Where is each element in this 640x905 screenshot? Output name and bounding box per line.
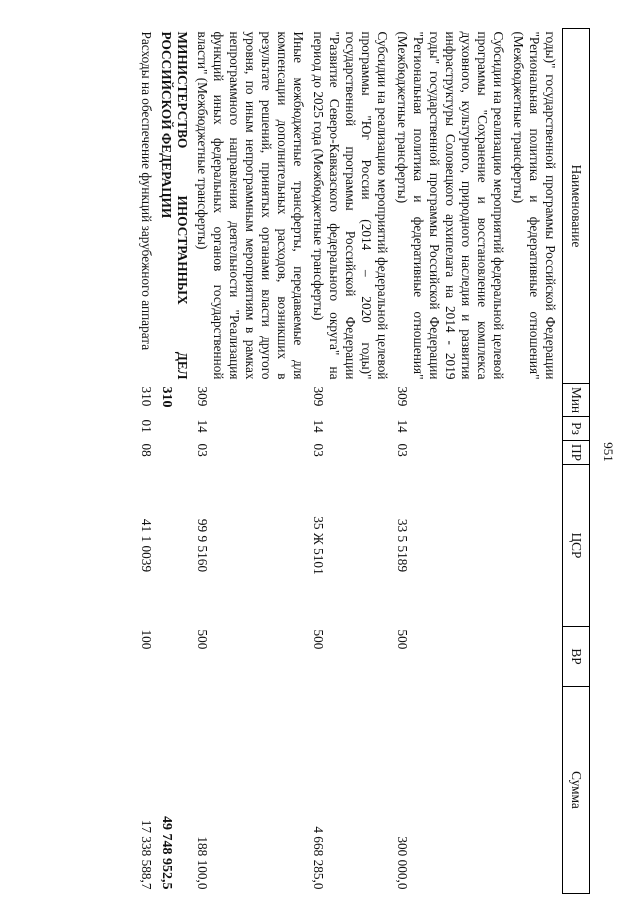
row-vr [158,627,194,687]
row-csr [158,465,194,627]
row-name: Субсидии на реализацию мероприятий федеральной целевой программы "Юг России (2014 – 2020 годы)" государственной программы Российской Федерации "Развитие Северо-Кавказского федерального округа" на период до 2025 года (Межбюджетные трансферты) [311,31,390,380]
budget-table [138,28,590,894]
row-name: Субсидии на реализацию мероприятий федеральной целевой программы "Сохранение и восстановление комплекса духовного, культурного, природного наследия и развития инфраструктуры Соловецкого архипелага на 2014 - 2019 годы" государственной программы Российской Федерации "Региональная политика и федеративные отношения" (Межбюджетные трансферты) [395,31,506,380]
row-sum [510,687,563,894]
row-min: 310 [139,386,154,407]
table-row [310,29,394,894]
row-sum: 49 748 952,5 [159,816,174,890]
row-min: 310 [159,386,174,408]
row-pr: 03 [395,443,410,457]
row-name: Расходы на обеспечение функций зарубежного аппарата [139,31,154,351]
row-rz: 14 [311,419,326,433]
row-csr [510,465,563,627]
row-vr: 500 [311,629,326,650]
row-name: годы)" государственной программы Российской Федерации "Региональная политика и федеративные отношения" (Межбюджетные трансферты) [511,31,558,380]
row-min [510,384,563,417]
row-vr: 500 [395,629,410,650]
row-min: 309 [311,386,326,407]
row-rz: 01 [139,419,154,433]
header-min: Мин [563,384,590,417]
row-pr: 03 [311,443,326,457]
table-row [510,29,563,894]
row-pr [510,441,563,465]
row-min: 309 [195,386,210,407]
header-rz: Рз [563,417,590,441]
row-csr: 33 5 5189 [395,518,410,573]
row-pr: 08 [139,443,154,457]
row-sum: 300 000,0 [395,836,410,890]
row-vr: 100 [139,629,154,650]
row-vr [510,627,563,687]
table-row [194,29,310,894]
row-csr: 41 1 0039 [139,518,154,573]
row-rz: 14 [195,419,210,433]
header-pr: ПР [563,441,590,465]
row-name: МИНИСТЕРСТВО ИНОСТРАННЫХ ДЕЛ РОССИЙСКОЙ ФЕДЕРАЦИИ [159,31,190,380]
row-rz [158,417,194,441]
row-csr: 35 Ж 5101 [311,516,326,575]
row-csr: 99 9 5160 [195,518,210,573]
header-name: Наименование [563,29,590,384]
rotated-page [55,28,590,893]
page-number: 951 [601,442,616,462]
table-row [394,29,510,894]
header-vr: ВР [563,627,590,687]
row-rz [510,417,563,441]
row-vr: 500 [195,629,210,650]
row-pr [158,441,194,465]
table-row-ministry [158,29,194,894]
row-sum: 4 668 285,0 [311,826,326,890]
row-sum: 17 338 588,7 [139,819,154,890]
header-csr: ЦСР [563,465,590,627]
row-min: 309 [395,386,410,407]
table-row [138,29,158,894]
row-name: Иные межбюджетные трансферты, передаваемые для компенсации дополнительных расходов, возникших в результате решений, принятых органами власти другого уровня, по иным непрограммным мероприятиям в рамках непрограммного направления деятельности "Реализация функций иных федеральных органов государственной власти" (Межбюджетные трансферты) [195,31,306,380]
table-header-row [563,29,590,894]
header-sum: Сумма [563,687,590,894]
row-pr: 03 [195,443,210,457]
row-sum: 188 100,0 [195,836,210,890]
row-rz: 14 [395,419,410,433]
